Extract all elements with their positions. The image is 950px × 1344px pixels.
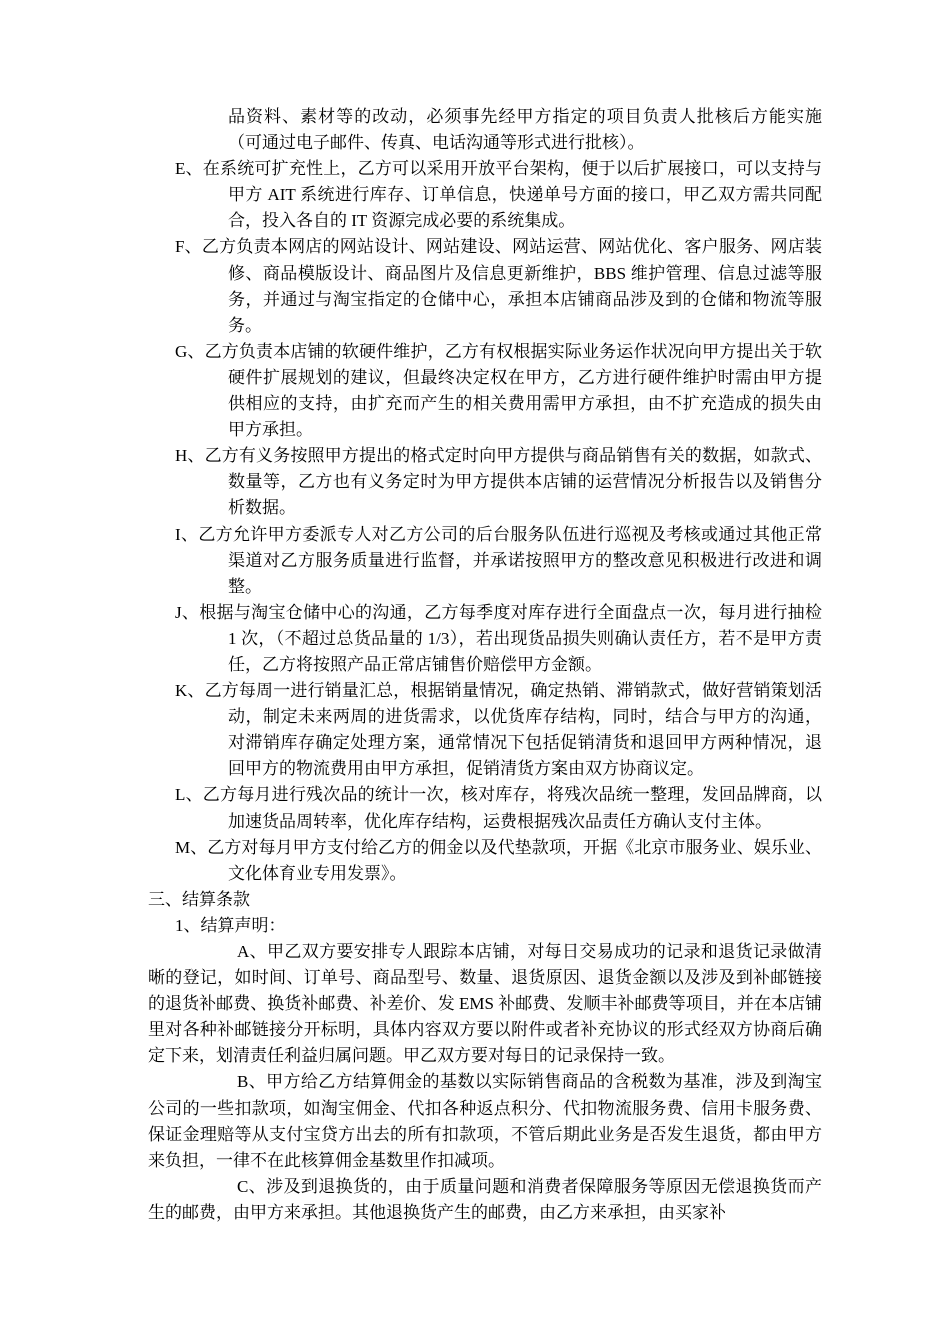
item-label-k: K、 (175, 681, 205, 701)
contract-item-h (148, 443, 822, 521)
subsection-heading-settlement-statement: 1、结算声明： (175, 915, 286, 935)
clause-c (148, 1174, 822, 1226)
item-label-i: I、 (175, 524, 199, 544)
item-text-k: 乙方每周一进行销量汇总，根据销量情况，确定热销、滞销款式，做好营销策划活动，制定未来两周的进货需求，以优货库存结构，同时，结合与甲方的沟通，对滞销库存确定处理方案，通常情况下包括促销清货和退回甲方两种情况，退回甲方的物流费用由甲方承担，促销清货方案由双方协商议定。 (204, 681, 823, 779)
clause-b (148, 1069, 822, 1173)
item-label-f: F、 (175, 237, 202, 257)
contract-item-k (148, 678, 822, 782)
clause-label-b: B、 (237, 1072, 267, 1092)
clause-label-c: C、 (237, 1176, 267, 1196)
contract-item-f (148, 234, 822, 338)
item-label-l: L、 (175, 785, 203, 805)
contract-item-e (148, 156, 822, 234)
item-text-m: 乙方对每月甲方支付给乙方的佣金以及代垫款项，开据《北京市服务业、娱乐业、文化体育业专用发票》。 (207, 837, 822, 883)
item-text-f: 乙方负责本网店的网站设计、网站建设、网站运营、网站优化、客户服务、网店装修、商品模版设计、商品图片及信息更新维护，BBS 维护管理、信息过滤等服务，并通过与淘宝指定的仓储中心，承担本店铺商品涉及到的仓储和物流等服务。 (201, 237, 822, 335)
clause-text-b: 甲方给乙方结算佣金的基数以实际销售商品的含税数为基准，涉及到淘宝公司的一些扣款项，如淘宝佣金、代扣各种返点积分、代扣物流服务费、信用卡服务费、保证金理赔等从支付宝贷方出去的所有扣款项，不管后期此业务是否发生退货，都由甲方来负担，一律不在此核算佣金基数里作扣减项。 (148, 1072, 822, 1170)
item-label-e: E、 (175, 159, 203, 179)
item-text-i: 乙方允许甲方委派专人对乙方公司的后台服务队伍进行巡视及考核或通过其他正常渠道对乙方服务质量进行监督，并承诺按照甲方的整改意见积极进行改进和调整。 (198, 524, 822, 596)
section-heading-settlement-terms: 三、结算条款 (148, 889, 250, 909)
paragraph-continuation: 品资料、素材等的改动，必须事先经甲方指定的项目负责人批核后方能实施（可通过电子邮件、传真、电话沟通等形式进行批核）。 (228, 107, 822, 153)
item-label-h: H、 (175, 446, 205, 466)
contract-item-l (148, 782, 822, 834)
item-label-g: G、 (175, 341, 205, 361)
contract-item-i (148, 522, 822, 600)
contract-item-j (148, 600, 822, 678)
item-label-m: M、 (175, 837, 208, 857)
clause-text-c: 涉及到退换货的，由于质量问题和消费者保障服务等原因无偿退换货而产生的邮费，由甲方来承担。其他退换货产生的邮费，由乙方来承担，由买家补 (148, 1176, 822, 1222)
contract-item-g (148, 339, 822, 443)
contract-item-m (148, 835, 822, 887)
item-text-j: 根据与淘宝仓储中心的沟通，乙方每季度对库存进行全面盘点一次，每月进行抽检 1 次，（不超过总货品量的 1/3），若出现货品损失则确认责任方，若不是甲方责任，乙方将按照产品正常店铺售价赔偿甲方金额。 (199, 602, 822, 674)
clause-label-a: A、 (237, 942, 267, 961)
item-text-g: 乙方负责本店铺的软硬件维护，乙方有权根据实际业务运作状况向甲方提出关于软硬件扩展规划的建议，但最终决定权在甲方，乙方进行硬件维护时需由甲方提供相应的支持，由扩充而产生的相关费用需甲方承担，由不扩充造成的损失由甲方承担。 (204, 341, 823, 440)
item-text-l: 乙方每月进行残次品的统计一次，核对库存，将残次品统一整理，发回品牌商，以加速货品周转率，优化库存结构，运费根据残次品责任方确认支付主体。 (202, 785, 822, 831)
item-text-e: 在系统可扩充性上，乙方可以采用开放平台架构，便于以后扩展接口，可以支持与甲方 AIT 系统进行库存、订单信息，快递单号方面的接口，甲乙双方需共同配合，投入各自的 IT 资源完成必要的系统集成。 (202, 159, 822, 231)
clause-text-a: 甲乙双方要安排专人跟踪本店铺，对每日交易成功的记录和退货记录做清晰的登记，如时间、订单号、商品型号、数量、退货原因、退货金额以及涉及到补邮链接的退货补邮费、换货补邮费、补差价、发 EMS 补邮费、发顺丰补邮费等项目，并在本店铺里对各种补邮链接分开标明，具体内容双方要以附件或者补充协议的形式经双方协商后确定下来，划清责任利益归属问题。甲乙双方要对每日的记录保持一致。 (148, 942, 823, 1066)
item-label-j: J、 (175, 602, 200, 622)
clause-a (148, 939, 822, 1069)
item-text-h: 乙方有义务按照甲方提出的格式定时向甲方提供与商品销售有关的数据，如款式、数量等，乙方也有义务定时为甲方提供本店铺的运营情况分析报告以及销售分析数据。 (204, 446, 823, 518)
